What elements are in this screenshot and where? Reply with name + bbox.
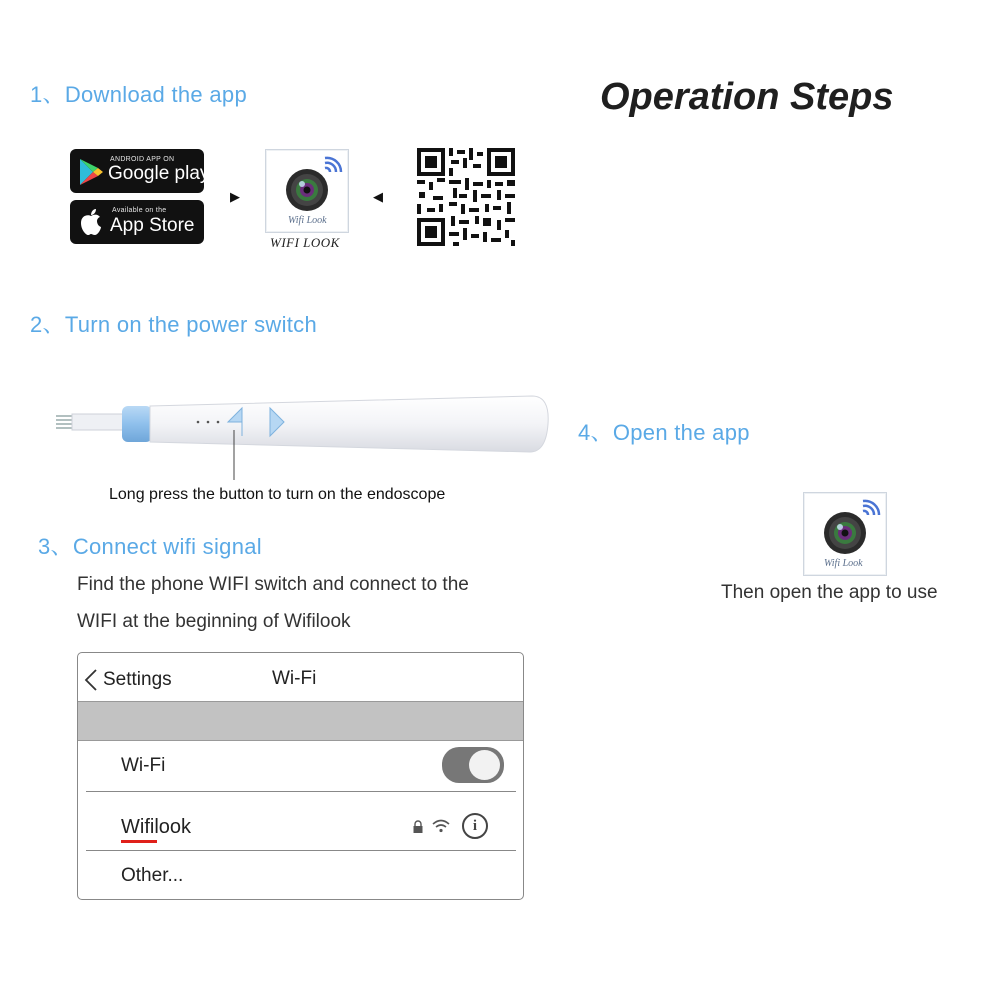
camera-lens-icon [285,168,329,212]
wifi-toggle[interactable] [442,747,504,783]
page-title: Operation Steps [600,76,894,118]
step-1-title: 1、Download the app [30,82,247,107]
google-play-badge[interactable] [70,149,210,193]
step-2-title: 2、Turn on the power switch [30,312,317,337]
network-row-wifilook[interactable] [78,792,523,850]
endoscope-caption: Long press the button to turn on the endoscope [109,486,446,503]
wifi-row-label: Wi-Fi [121,755,166,776]
info-icon[interactable]: i [462,813,488,839]
app-store-big-text: App Store [110,215,195,236]
app-label: WIFI LOOK [270,235,340,250]
step-3-title: 3、Connect wifi signal [38,534,262,559]
back-button[interactable]: Settings [103,669,172,690]
other-network-item[interactable]: Other... [121,865,184,886]
lock-icon [412,820,424,834]
qr-code [417,148,515,246]
section-separator [78,701,523,741]
arrow-right: ▶ [230,189,240,204]
divider [86,850,516,851]
apple-icon [80,208,102,236]
network-name: Wifilook [121,816,192,838]
app-icon-caption: Wifi Look [824,558,863,569]
screen-title: Wi-Fi [272,668,317,689]
google-play-small-text: ANDROID APP ON [110,156,175,163]
google-play-icon [78,158,104,186]
open-app-caption: Then open the app to use [721,582,938,603]
chevron-left-icon[interactable] [84,668,98,692]
wifi-icon [432,818,450,834]
wifi-look-app-icon-open[interactable] [803,492,887,576]
network-name-underline [121,840,157,843]
endoscope-illustration [52,390,552,500]
wifi-look-app-icon[interactable] [265,149,349,233]
app-store-small-text: Available on the [112,207,167,214]
wifi-settings-panel [77,652,524,900]
app-store-badge[interactable] [70,200,204,244]
step-4-title: 4、Open the app [578,420,750,445]
instruction-line-2: WIFI at the beginning of Wifilook [77,611,351,632]
instruction-line-1: Find the phone WIFI switch and connect to the [77,574,469,595]
app-icon-caption: Wifi Look [288,215,327,226]
google-play-big-text: Google play [108,163,210,184]
camera-lens-icon [823,511,867,555]
wifi-toggle-knob [469,750,500,780]
arrow-left: ◀ [373,189,383,204]
